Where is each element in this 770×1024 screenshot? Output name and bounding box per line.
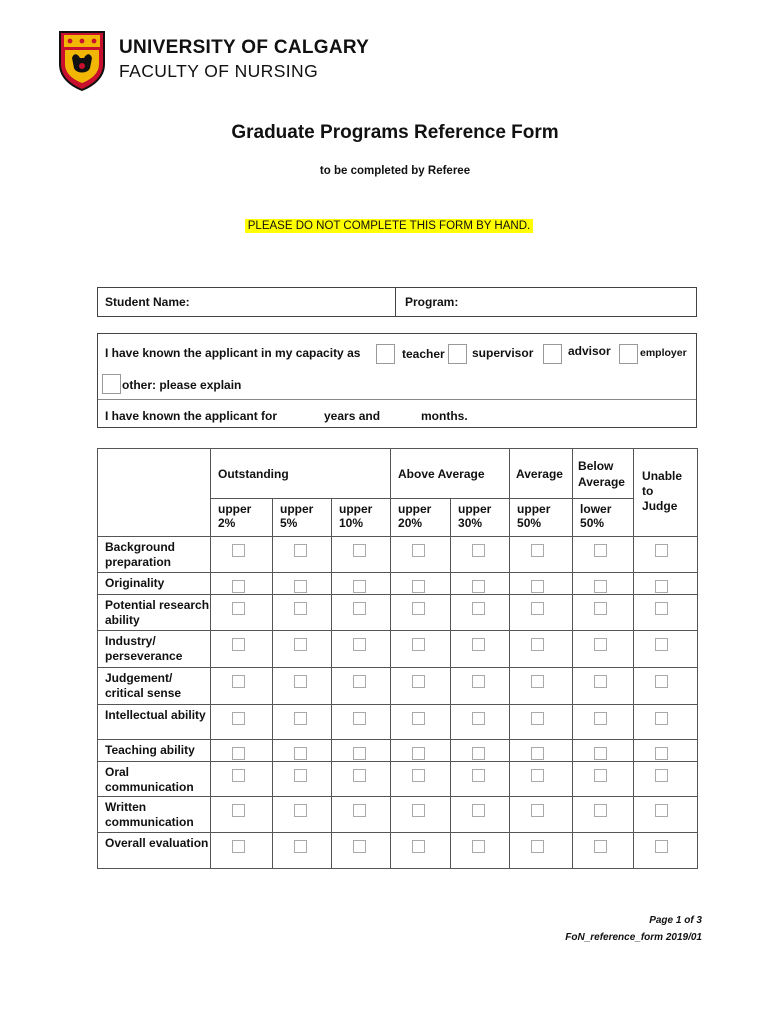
rating-row [98, 762, 698, 797]
rating-cell [451, 705, 510, 740]
other-label: other: please explain [122, 378, 242, 392]
rating-cell [211, 762, 273, 797]
warning-text: PLEASE DO NOT COMPLETE THIS FORM BY HAND. [245, 219, 533, 233]
rating-cell [391, 668, 451, 705]
rating-row [98, 573, 698, 595]
rating-cell [211, 668, 273, 705]
rating-cell [332, 797, 391, 833]
rating-checkbox[interactable] [594, 769, 607, 782]
column-header [510, 499, 573, 537]
rating-checkbox[interactable] [353, 712, 366, 725]
other-checkbox[interactable] [102, 374, 121, 394]
column-header-line1: upper [218, 502, 252, 516]
rating-cell [510, 833, 573, 869]
rating-checkbox[interactable] [594, 602, 607, 615]
rating-row-label: Judgement/ critical sense [98, 668, 211, 705]
rating-checkbox[interactable] [294, 804, 307, 817]
column-header-line1: upper [458, 502, 492, 516]
rating-cell [391, 833, 451, 869]
rating-cell [451, 595, 510, 631]
rating-cell [573, 537, 634, 573]
rating-cell [510, 668, 573, 705]
rating-cell [510, 762, 573, 797]
rating-cell [273, 595, 332, 631]
rating-checkbox[interactable] [594, 712, 607, 725]
rating-cell [510, 705, 573, 740]
rating-cell [451, 631, 510, 668]
rating-row [98, 668, 698, 705]
rating-cell [573, 705, 634, 740]
rating-checkbox[interactable] [294, 769, 307, 782]
rating-cell [332, 537, 391, 573]
rating-checkbox[interactable] [472, 769, 485, 782]
rating-checkbox[interactable] [353, 675, 366, 688]
rating-checkbox[interactable] [294, 544, 307, 557]
rating-checkbox[interactable] [531, 544, 544, 557]
rating-checkbox[interactable] [655, 638, 668, 651]
column-header-line1: lower [580, 502, 612, 516]
group-average [510, 449, 573, 499]
rating-checkbox[interactable] [594, 675, 607, 688]
rating-checkbox[interactable] [294, 747, 307, 760]
rating-checkbox[interactable] [232, 580, 245, 593]
rating-checkbox[interactable] [655, 840, 668, 853]
page-subtitle: to be completed by Referee [319, 165, 471, 177]
rating-checkbox[interactable] [531, 638, 544, 651]
rating-cell [332, 762, 391, 797]
rating-cell [332, 631, 391, 668]
rating-checkbox[interactable] [472, 638, 485, 651]
rating-cell [634, 797, 698, 833]
rating-cell [211, 740, 273, 762]
rating-checkbox[interactable] [294, 638, 307, 651]
rating-checkbox[interactable] [531, 602, 544, 615]
rating-cell [634, 631, 698, 668]
rating-cell [273, 668, 332, 705]
rating-checkbox[interactable] [594, 544, 607, 557]
group-below-average-label: Below Average [578, 458, 625, 489]
rating-cell [391, 573, 451, 595]
column-header [451, 499, 510, 537]
rating-cell [391, 762, 451, 797]
rating-checkbox[interactable] [655, 769, 668, 782]
rating-checkbox[interactable] [472, 712, 485, 725]
rating-checkbox[interactable] [412, 602, 425, 615]
rating-checkbox[interactable] [232, 544, 245, 557]
group-below-average [573, 449, 634, 499]
rating-cell [273, 833, 332, 869]
column-header-line1: upper [398, 502, 432, 516]
rating-cell [573, 833, 634, 869]
column-header-line2: 50% [517, 516, 542, 530]
rating-checkbox[interactable] [232, 840, 245, 853]
student-info-box [97, 287, 697, 317]
rating-checkbox[interactable] [531, 712, 544, 725]
rating-checkbox[interactable] [412, 804, 425, 817]
rating-checkbox[interactable] [353, 840, 366, 853]
rating-checkbox[interactable] [594, 638, 607, 651]
rating-cell [273, 705, 332, 740]
rating-row-label: Overall evaluation [98, 833, 211, 869]
capacity-divider [98, 399, 696, 400]
rating-cell [332, 573, 391, 595]
rating-checkbox[interactable] [655, 580, 668, 593]
rating-cell [211, 573, 273, 595]
column-header-line2: 50% [580, 516, 605, 530]
rating-cell [211, 631, 273, 668]
rating-checkbox[interactable] [294, 840, 307, 853]
capacity-box [97, 333, 697, 428]
column-header [211, 499, 273, 537]
rating-cell [634, 833, 698, 869]
rating-cell [211, 797, 273, 833]
rating-row [98, 631, 698, 668]
rating-cell [391, 595, 451, 631]
rating-cell [510, 595, 573, 631]
rating-cell [634, 595, 698, 631]
student-name-label: Student Name: [105, 295, 190, 309]
rating-cell [273, 537, 332, 573]
rating-cell [273, 631, 332, 668]
university-name: UNIVERSITY OF CALGARY [119, 37, 370, 58]
column-header-line2: 2% [218, 516, 236, 530]
rating-cell [211, 705, 273, 740]
column-header-line2: 20% [398, 516, 423, 530]
rating-cell [273, 573, 332, 595]
rating-row-label: Industry/ perseverance [98, 631, 211, 668]
rating-checkbox[interactable] [655, 804, 668, 817]
rating-checkbox[interactable] [594, 804, 607, 817]
rating-cell [634, 762, 698, 797]
rating-checkbox[interactable] [294, 712, 307, 725]
rating-checkbox[interactable] [353, 602, 366, 615]
rating-checkbox[interactable] [655, 675, 668, 688]
rating-checkbox[interactable] [353, 769, 366, 782]
rating-cell [573, 797, 634, 833]
employer-label: employer [640, 347, 687, 359]
rating-row [98, 595, 698, 631]
rating-cell [332, 705, 391, 740]
header-corner [98, 449, 211, 537]
rating-cell [332, 740, 391, 762]
rating-checkbox[interactable] [232, 747, 245, 760]
column-header-line2: 10% [339, 516, 364, 530]
rating-row-label: Background preparation [98, 537, 211, 573]
rating-checkbox[interactable] [412, 675, 425, 688]
rating-checkbox[interactable] [531, 580, 544, 593]
rating-cell [273, 762, 332, 797]
rating-checkbox[interactable] [472, 544, 485, 557]
rating-cell [573, 668, 634, 705]
rating-row-label: Potential research ability [98, 595, 211, 631]
form-id: FoN_reference_form 2019/01 [565, 932, 702, 943]
rating-checkbox[interactable] [472, 804, 485, 817]
rating-checkbox[interactable] [353, 544, 366, 557]
rating-cell [332, 833, 391, 869]
teacher-label: teacher [402, 347, 445, 361]
rating-cell [451, 668, 510, 705]
rating-checkbox[interactable] [531, 840, 544, 853]
group-unable [634, 449, 698, 537]
supervisor-label: supervisor [472, 346, 534, 360]
rating-cell [451, 740, 510, 762]
advisor-label: advisor [568, 344, 611, 358]
rating-row [98, 797, 698, 833]
rating-checkbox[interactable] [412, 769, 425, 782]
other-explain-field[interactable] [258, 374, 688, 394]
group-above-average [391, 449, 510, 499]
rating-checkbox[interactable] [232, 712, 245, 725]
rating-cell [451, 797, 510, 833]
column-header [332, 499, 391, 537]
rating-checkbox[interactable] [412, 712, 425, 725]
rating-checkbox[interactable] [232, 602, 245, 615]
rating-row [98, 705, 698, 740]
column-header [273, 499, 332, 537]
rating-cell [634, 740, 698, 762]
column-header-line2: 30% [458, 516, 483, 530]
warning-banner [0, 216, 770, 234]
column-header-line1: upper [339, 502, 373, 516]
column-header-line1: upper [517, 502, 551, 516]
rating-row-label: Oral communication [98, 762, 211, 797]
rating-cell [634, 705, 698, 740]
student-program-divider [395, 288, 396, 316]
column-header [573, 499, 634, 537]
rating-cell [391, 740, 451, 762]
rating-cell [510, 797, 573, 833]
group-outstanding [211, 449, 391, 499]
rating-checkbox[interactable] [655, 602, 668, 615]
rating-cell [211, 595, 273, 631]
group-unable-label: Unable to Judge [642, 469, 683, 513]
rating-cell [573, 595, 634, 631]
rating-checkbox[interactable] [472, 580, 485, 593]
rating-checkbox[interactable] [412, 638, 425, 651]
rating-cell [332, 668, 391, 705]
employer-checkbox[interactable] [619, 344, 638, 364]
rating-checkbox[interactable] [594, 580, 607, 593]
rating-cell [634, 573, 698, 595]
months-field[interactable] [388, 406, 418, 424]
rating-cell [391, 631, 451, 668]
program-field[interactable] [470, 291, 690, 313]
years-and-label: years and [324, 409, 381, 423]
rating-cell [510, 537, 573, 573]
rating-checkbox[interactable] [232, 769, 245, 782]
rating-row-label: Intellectual ability [98, 705, 211, 740]
rating-row-label: Written communication [98, 797, 211, 833]
rating-cell [391, 797, 451, 833]
months-label: months. [421, 409, 468, 423]
rating-cell [634, 668, 698, 705]
rating-checkbox[interactable] [353, 580, 366, 593]
rating-cell [573, 631, 634, 668]
rating-cell [391, 705, 451, 740]
rating-checkbox[interactable] [412, 580, 425, 593]
rating-cell [451, 762, 510, 797]
rating-row [98, 740, 698, 762]
rating-checkbox[interactable] [531, 675, 544, 688]
rating-checkbox[interactable] [594, 747, 607, 760]
rating-checkbox[interactable] [412, 544, 425, 557]
rating-checkbox[interactable] [531, 804, 544, 817]
group-above-average-label: Above Average [398, 466, 485, 481]
rating-checkbox[interactable] [294, 580, 307, 593]
student-name-field[interactable] [198, 291, 388, 313]
teacher-checkbox[interactable] [376, 344, 395, 364]
rating-checkbox[interactable] [472, 840, 485, 853]
rating-checkbox[interactable] [294, 602, 307, 615]
rating-cell [573, 762, 634, 797]
rating-checkbox[interactable] [655, 712, 668, 725]
rating-cell [211, 537, 273, 573]
rating-checkbox[interactable] [353, 638, 366, 651]
rating-cell [211, 833, 273, 869]
rating-checkbox[interactable] [531, 769, 544, 782]
rating-cell [573, 740, 634, 762]
rating-checkbox[interactable] [655, 747, 668, 760]
rating-cell [451, 537, 510, 573]
rating-checkbox[interactable] [353, 804, 366, 817]
program-label: Program: [405, 295, 459, 309]
faculty-name: FACULTY OF NURSING [119, 61, 319, 81]
rating-checkbox[interactable] [594, 840, 607, 853]
rating-checkbox[interactable] [472, 747, 485, 760]
group-average-label: Average [516, 466, 563, 481]
rating-checkbox[interactable] [472, 675, 485, 688]
rating-cell [510, 740, 573, 762]
rating-checkbox[interactable] [412, 747, 425, 760]
rating-checkbox[interactable] [232, 638, 245, 651]
supervisor-checkbox[interactable] [448, 344, 467, 364]
page-title: Graduate Programs Reference Form [231, 122, 559, 143]
capacity-prompt: I have known the applicant in my capacity as [105, 346, 361, 360]
rating-checkbox[interactable] [294, 675, 307, 688]
rating-checkbox[interactable] [655, 544, 668, 557]
page-number: Page 1 of 3 [649, 915, 702, 926]
rating-checkbox[interactable] [232, 675, 245, 688]
rating-checkbox[interactable] [232, 804, 245, 817]
rating-checkbox[interactable] [531, 747, 544, 760]
rating-cell [451, 573, 510, 595]
rating-cell [273, 740, 332, 762]
rating-checkbox[interactable] [412, 840, 425, 853]
rating-cell [634, 537, 698, 573]
known-for-label: I have known the applicant for [105, 409, 278, 423]
university-crest-icon [58, 30, 106, 92]
column-header-line2: 5% [280, 516, 298, 530]
rating-cell [273, 797, 332, 833]
rating-row [98, 537, 698, 573]
years-field[interactable] [290, 406, 320, 424]
rating-cell [573, 573, 634, 595]
column-header-line1: upper [280, 502, 314, 516]
group-outstanding-label: Outstanding [218, 466, 289, 481]
column-header [391, 499, 451, 537]
advisor-checkbox[interactable] [543, 344, 562, 364]
rating-checkbox[interactable] [353, 747, 366, 760]
rating-checkbox[interactable] [472, 602, 485, 615]
rating-cell [451, 833, 510, 869]
rating-row-label: Originality [98, 573, 211, 595]
rating-row [98, 833, 698, 869]
rating-cell [332, 595, 391, 631]
ratings-table [97, 448, 698, 869]
rating-cell [510, 631, 573, 668]
rating-cell [510, 573, 573, 595]
rating-row-label: Teaching ability [98, 740, 211, 762]
rating-cell [391, 537, 451, 573]
